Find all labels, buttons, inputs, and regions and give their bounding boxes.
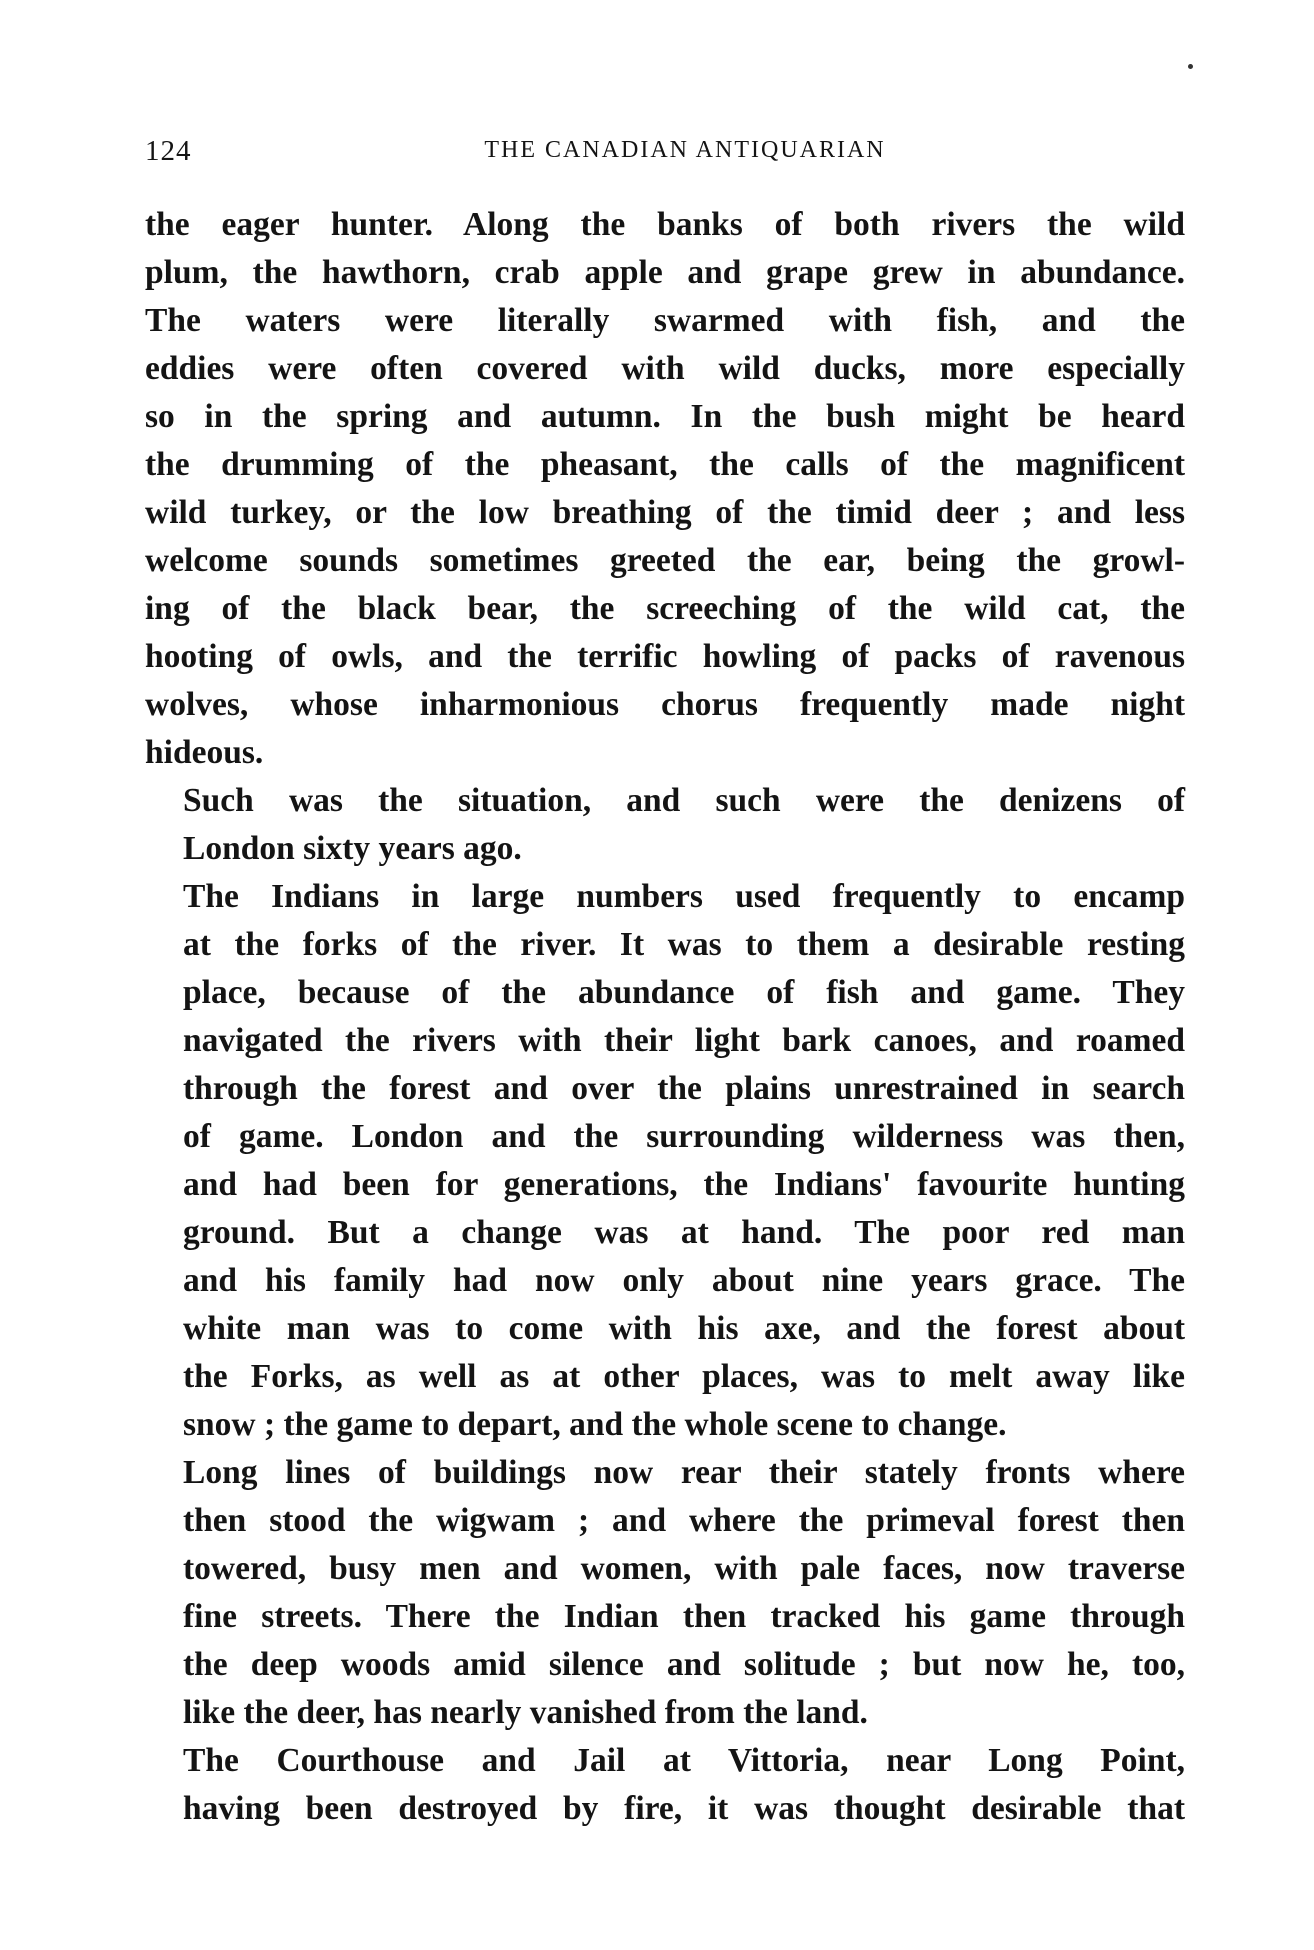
text-line: The waters were literally swarmed with fish, and the: [145, 302, 1185, 339]
text-line: The Courthouse and Jail at Vittoria, near Long Point,: [183, 1742, 1185, 1779]
paragraph: [145, 777, 1185, 873]
text-line: ing of the black bear, the screeching of the wild cat, the: [145, 590, 1185, 627]
paragraph: [145, 1737, 1185, 1833]
text-line: at the forks of the river. It was to them a desirable resting: [183, 926, 1185, 963]
text-line: so in the spring and autumn. In the bush might be heard: [145, 398, 1185, 435]
paragraph: [145, 873, 1185, 1449]
running-head: [145, 135, 1185, 175]
text-line: wolves, whose inharmonious chorus frequently made night: [145, 686, 1185, 723]
text-line: plum, the hawthorn, crab apple and grape grew in abundance.: [145, 254, 1185, 291]
text-line: navigated the rivers with their light bark canoes, and roamed: [183, 1022, 1185, 1059]
body-text: [145, 201, 1185, 1833]
text-line: hideous.: [145, 734, 264, 771]
text-line: hooting of owls, and the terrific howling of packs of ravenous: [145, 638, 1185, 675]
book-page: [145, 135, 1185, 1833]
running-title: THE CANADIAN ANTIQUARIAN: [484, 137, 886, 163]
text-line: wild turkey, or the low breathing of the timid deer ; and less: [145, 494, 1185, 531]
text-line: then stood the wigwam ; and where the primeval forest then: [183, 1502, 1185, 1539]
page-number: 124: [145, 135, 192, 167]
text-line: fine streets. There the Indian then tracked his game through: [183, 1598, 1185, 1635]
text-line: Long lines of buildings now rear their stately fronts where: [183, 1454, 1185, 1491]
text-line: white man was to come with his axe, and the forest about: [183, 1310, 1185, 1347]
text-line: ground. But a change was at hand. The poor red man: [183, 1214, 1185, 1251]
text-line: London sixty years ago.: [183, 830, 522, 867]
text-line: eddies were often covered with wild ducks, more especially: [145, 350, 1185, 387]
text-line: through the forest and over the plains unrestrained in search: [183, 1070, 1185, 1107]
text-line: and his family had now only about nine years grace. The: [183, 1262, 1185, 1299]
text-line: The Indians in large numbers used frequently to encamp: [183, 878, 1185, 915]
print-speck: [1188, 64, 1193, 69]
text-line: place, because of the abundance of fish and game. They: [183, 974, 1185, 1011]
paragraph: [145, 1449, 1185, 1737]
text-line: Such was the situation, and such were the denizens of: [183, 782, 1185, 819]
text-line: having been destroyed by fire, it was thought desirable that: [183, 1790, 1185, 1827]
text-line: the drumming of the pheasant, the calls of the magnificent: [145, 446, 1185, 483]
text-line: the eager hunter. Along the banks of both rivers the wild: [145, 206, 1185, 243]
text-line: like the deer, has nearly vanished from the land.: [183, 1694, 868, 1731]
text-line: welcome sounds sometimes greeted the ear, being the growl-: [145, 542, 1185, 579]
text-line: and had been for generations, the Indians' favourite hunting: [183, 1166, 1185, 1203]
text-line: towered, busy men and women, with pale faces, now traverse: [183, 1550, 1185, 1587]
text-line: snow ; the game to depart, and the whole scene to change.: [183, 1406, 1007, 1443]
text-line: the deep woods amid silence and solitude ; but now he, too,: [183, 1646, 1185, 1683]
paragraph: [145, 201, 1185, 777]
text-line: the Forks, as well as at other places, was to melt away like: [183, 1358, 1185, 1395]
text-line: of game. London and the surrounding wilderness was then,: [183, 1118, 1185, 1155]
